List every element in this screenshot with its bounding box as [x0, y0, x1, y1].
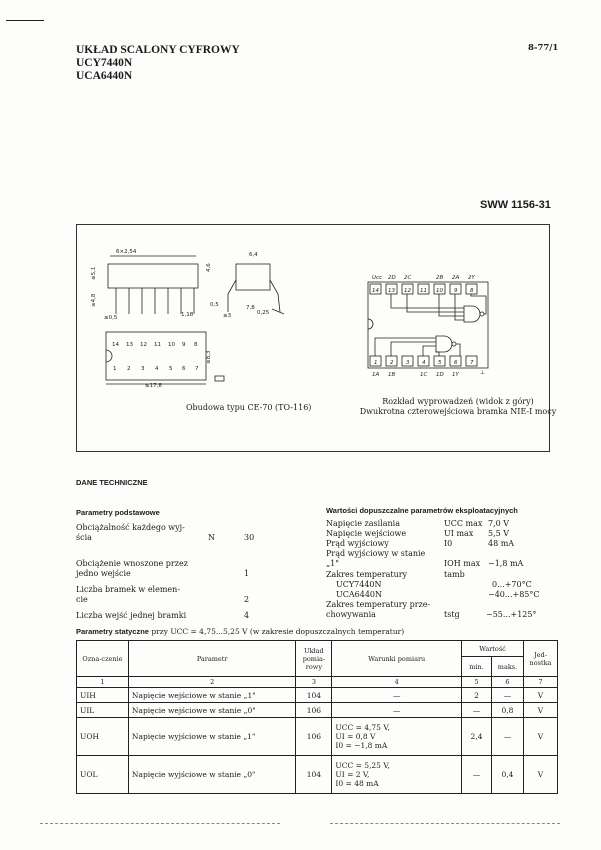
col-header: Jed-nostka	[523, 641, 557, 677]
dim-d7: 1,18	[181, 312, 194, 318]
list-item: Liczba wejść jednej bramki 4	[76, 611, 250, 620]
col-header: Warunki pomiaru	[332, 641, 462, 677]
title-line: UCY7440N	[76, 57, 133, 69]
pkg-pin: 13	[126, 342, 133, 348]
pinout-top-label: 2B	[436, 275, 444, 281]
dim-d6: 0,25	[257, 310, 270, 316]
pkg-pin: 2	[127, 366, 131, 372]
col-header: Układ pomia-rowy	[296, 641, 332, 677]
list-item: Prąd wyjściowy w stanie	[326, 549, 426, 558]
package-side-body	[108, 264, 198, 288]
pkg-pin: 8	[194, 342, 198, 348]
pinout-pin: 1	[374, 360, 378, 366]
pinout-bottom-label: 1B	[388, 372, 396, 378]
pkg-pin: 7	[195, 366, 199, 372]
pkg-pin: 9	[182, 342, 186, 348]
pinout-pin: 12	[404, 288, 411, 294]
dim-d4: 0,5	[210, 302, 219, 308]
pinout-pin: 6	[454, 360, 458, 366]
footer-rule	[40, 823, 280, 824]
corner-mark	[6, 20, 44, 21]
pinout-pin: 5	[438, 360, 442, 366]
pkg-pin: 10	[168, 342, 175, 348]
pinout-top-label: 2A	[452, 275, 460, 281]
limits-heading: Wartości dopuszczalne parametrów eksploatacyjnych	[326, 506, 518, 515]
dim-d5: ≥0,5	[104, 315, 118, 321]
pinout-pin: 9	[454, 288, 458, 294]
dim-d1: ≤5,1	[91, 266, 97, 280]
list-item: UCA6440N −40...+85°C	[336, 590, 540, 599]
pkg-pin: 6	[182, 366, 186, 372]
pinout-top-label: 2Y	[468, 275, 475, 281]
list-item: Napięcie wejściowe UI max 5,5 V	[326, 529, 510, 538]
package-end-body	[236, 264, 270, 290]
list-item: Zakres temperatury tamb	[326, 570, 465, 579]
pkg-pin: 14	[112, 342, 119, 348]
params-basic-list	[76, 523, 276, 623]
ground-symbol: ⊥	[480, 370, 485, 376]
pinout-pin: 13	[388, 288, 395, 294]
static-params-table	[76, 640, 558, 794]
table-row: UOH Napięcie wyjściowe w stanie „1" 106 UCC = 4,75 V, UI = 0,8 V I0 = −1,8 mA 2,4 — V	[77, 718, 558, 756]
page-code: 8-77/1	[528, 43, 559, 53]
pinout-pin: 4	[422, 360, 426, 366]
title-line: UCA6440N	[76, 70, 133, 82]
section-heading: DANE TECHNICZNE	[76, 478, 148, 487]
pinout-pin: 3	[406, 360, 410, 366]
pinout-pin: 14	[372, 288, 379, 294]
params-basic-heading: Parametry podstawowe	[76, 508, 160, 517]
pinout-top-label: Ucc	[372, 275, 383, 281]
table-row: UOL Napięcie wyjściowe w stanie „0" 104 UCC = 5,25 V, UI = 2 V, I0 = 48 mA — 0,4 V	[77, 756, 558, 794]
pinout-top-label: 2D	[388, 275, 396, 281]
pinout-bottom-label: 1D	[436, 372, 444, 378]
pkg-pin: 4	[155, 366, 159, 372]
nand-gate-2	[464, 306, 480, 322]
pinout-pin: 10	[436, 288, 443, 294]
col-header: Wartość	[462, 641, 524, 657]
table-row: UIL Napięcie wejściowe w stanie „0" 106 — — 0,8 V	[77, 703, 558, 718]
pkg-pin: 1	[113, 366, 117, 372]
package-top-body	[106, 332, 206, 380]
dim-length: ≤17,8	[145, 383, 162, 389]
static-heading: Parametry statyczne przy UCC = 4,75...5,25 V (w zakresie dopuszczalnych temperatur)	[76, 627, 405, 636]
package-caption: Obudowa typu CE-70 (TO-116)	[186, 403, 312, 412]
pkg-pin: 3	[141, 366, 145, 372]
pinout-bottom-label: 1C	[420, 372, 428, 378]
col-header: min.	[462, 657, 492, 677]
col-header: maks.	[492, 657, 524, 677]
list-item: chowywania tstg −55...+125°	[326, 610, 537, 619]
list-item: UCY7440N 0...+70°C	[336, 580, 532, 589]
col-header: Ozna-czenie	[77, 641, 129, 677]
dim-pitch: 6×2,54	[116, 249, 137, 255]
dim-side: ≤8,3	[206, 350, 212, 364]
pinout-pin: 11	[420, 288, 427, 294]
pinout-pin: 7	[470, 360, 474, 366]
pinout-caption-1: Rozkład wyprowadzeń (widok z góry)	[382, 397, 534, 406]
document-title	[76, 44, 240, 83]
figure-drawings	[76, 224, 550, 452]
pinout-caption-2: Dwukrotna czterowejściowa bramka NIE-I mocy	[359, 407, 557, 416]
pinout-bottom-label: 1A	[372, 372, 380, 378]
pinout-top-label: 2C	[404, 275, 412, 281]
dim-width-top: 6,4	[249, 252, 258, 258]
list-item: Obciążenie wnoszone przez jedno wejście 1	[76, 559, 250, 578]
list-item: Prąd wyjściowy I0 48 mA	[326, 539, 515, 548]
table-row: UIH Napięcie wejściowe w stanie „1" 104 — 2 — V	[77, 688, 558, 703]
nand-gate-1	[436, 336, 452, 352]
list-item: „1" IOH max −1,8 mA	[326, 559, 524, 568]
pkg-pin: 11	[154, 342, 161, 348]
pinout-bottom-label: 1Y	[452, 372, 459, 378]
list-item: Liczba bramek w elemen- cie 2	[76, 585, 250, 604]
pinout-body	[368, 282, 488, 368]
dim-d8: ≤3	[223, 313, 232, 319]
dim-d9: 7,8	[246, 305, 255, 311]
limits-list	[326, 519, 556, 620]
package-marker	[215, 376, 224, 381]
pkg-pin: 5	[169, 366, 173, 372]
table-row: 1 2 3 4 5 6 7	[77, 677, 558, 688]
dim-d3: ≤4,8	[91, 293, 97, 307]
list-item: Zakres temperatury prze-	[326, 600, 431, 609]
dim-d2: 4,6	[206, 263, 212, 272]
col-header: Parametr	[128, 641, 296, 677]
list-item: Napięcie zasilania UCC max 7,0 V	[326, 519, 510, 528]
title-line: UKŁAD SCALONY CYFROWY	[76, 44, 240, 56]
pkg-pin: 12	[140, 342, 147, 348]
footer-rule	[330, 823, 560, 824]
pinout-pin: 8	[470, 288, 474, 294]
list-item: Obciążalność każdego wyj- ścia N 30	[76, 523, 255, 542]
pinout-pin: 2	[390, 360, 394, 366]
doc-code: SWW 1156-31	[480, 199, 551, 211]
